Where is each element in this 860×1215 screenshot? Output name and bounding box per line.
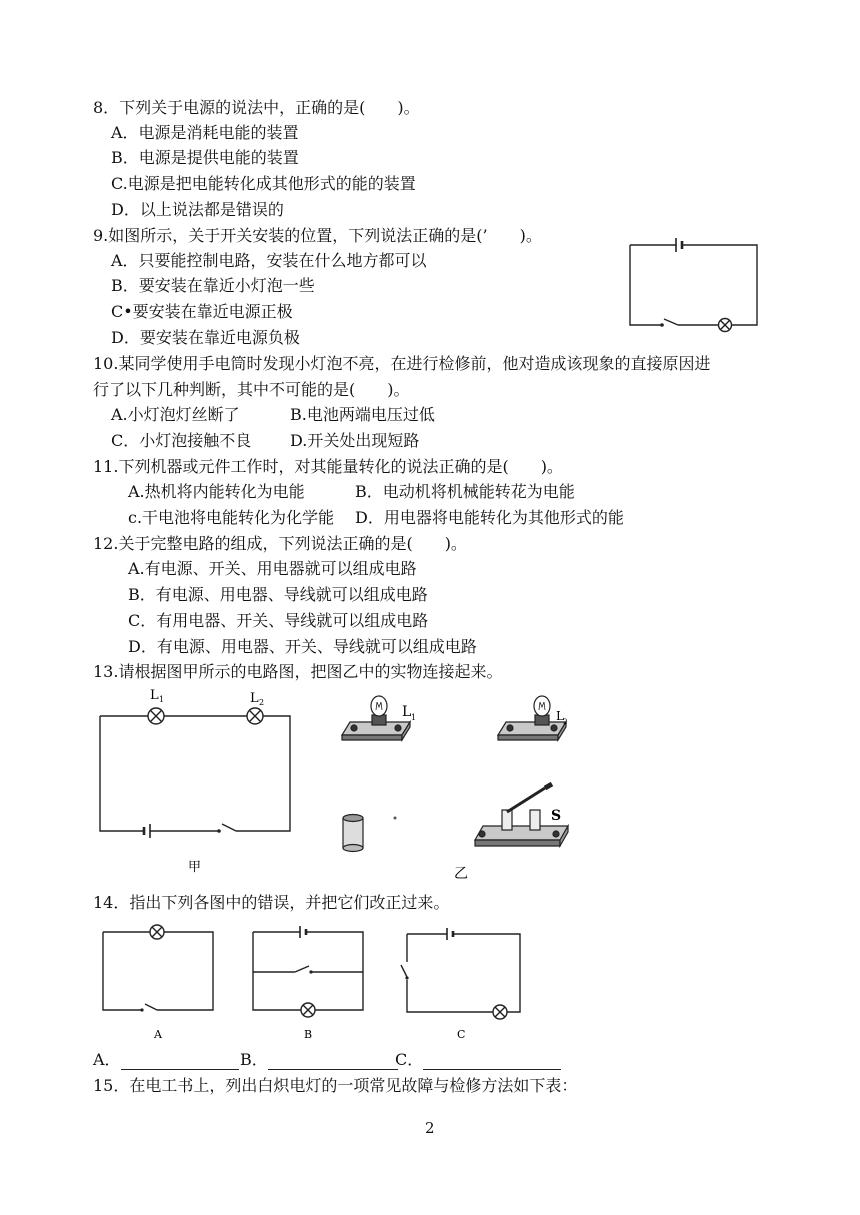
board-l1-subscript: 1 [411,713,417,722]
wire-left [100,716,144,831]
fig-c-label: C [457,1028,466,1041]
switch-blade [664,319,678,325]
wire-right [682,245,757,325]
page-number: 2 [425,1119,435,1137]
lamp-board-l1 [342,696,410,740]
switch-label: S [551,808,562,824]
switch-blade [295,966,309,972]
q10-stem-line2: 行了以下几种判断，其中不可能的是( )。 [93,380,410,399]
q14-circuit-b [245,922,375,1047]
q9-option-d: D．要安装在靠近电源负极 [111,328,300,347]
q11-option-b: B．电动机将机械能转花为电能 [355,482,575,501]
q9-option-c: C•要安装在靠近电源正极 [111,302,293,321]
q14-circuit-a [95,922,225,1047]
q10-option-a: A.小灯泡灯丝断了 [111,405,240,424]
q14-answer-c [395,1050,561,1070]
board-l2-label: L [556,709,564,723]
wire-left [630,245,662,325]
q12-stem: 12.关于完整电路的组成，下列说法正确的是( )。 [93,534,467,553]
q14-answer-a-blank[interactable] [121,1053,239,1070]
q10-option-c: C．小灯泡接触不良 [111,431,252,450]
q11-option-c: c.干电池将电能转化为化学能 [128,508,335,527]
fig-jia-label: 甲 [188,860,202,875]
q8-option-d: D．以上说法都是错误的 [111,200,284,219]
q14-answer-c-label: C． [395,1050,424,1069]
fig-a-label: A [154,1028,162,1041]
q14-answer-b [240,1050,398,1070]
q12-option-c: C．有用电器、开关、导线就可以组成电路 [128,611,429,630]
q9-circuit-diagram [620,230,770,340]
lamp-l1-label: L [150,688,159,703]
q13-components-yi [330,690,600,885]
q14-answer-b-label: B． [240,1050,268,1069]
board-l1-label: L [402,704,412,720]
q9-option-a: A．只要能控制电路，安装在什么地方都可以 [111,251,427,270]
q14-answer-a [93,1050,239,1070]
board-l2-subscript: 2 [563,718,568,726]
switch-pivot [660,323,664,327]
q8-option-a: A．电源是消耗电能的装置 [111,123,299,142]
q12-option-b: B．有电源、用电器、导线就可以组成电路 [128,585,428,604]
q15-stem: 15．在电工书上，列出白炽电灯的一项常见故障与检修方法如下表： [93,1076,578,1095]
q11-option-a: A.热机将内能转化为电能 [128,482,305,501]
q8-option-c: C.电源是把电能转化成其他形式的能的装置 [111,174,416,193]
q8-stem: 8．下列关于电源的说法中，正确的是( )。 [93,98,420,117]
lamp-l2-label: L [250,691,259,706]
q9-option-b: B．要安装在靠近小灯泡一些 [111,276,315,295]
wire-right [236,716,290,831]
q10-stem-line1: 10.某同学使用手电筒时发现小灯泡不亮，在进行检修前，他对造成该现象的直接原因进 [93,354,711,373]
q10-option-d: D.开关处出现短路 [290,431,420,450]
q11-stem: 11.下列机器或元件工作时，对其能量转化的说法正确的是( )。 [93,457,563,476]
q10-option-b: B.电池两端电压过低 [290,405,435,424]
switch-blade [222,824,236,831]
q14-circuit-c [395,922,525,1047]
fig-yi-label: 乙 [454,866,468,882]
q14-stem: 14．指出下列各图中的错误，并把它们改正过来。 [93,893,450,912]
switch-blade [145,1004,157,1010]
lamp-l2-subscript: 2 [259,698,265,707]
q12-option-d: D．有电源、用电器、开关、导线就可以组成电路 [128,637,477,656]
q12-option-a: A.有电源、开关、用电器就可以组成电路 [128,559,417,578]
q8-option-b: B．电源是提供电能的装置 [111,148,299,167]
fig-b-label: B [304,1028,313,1041]
lamp-l1-subscript: 1 [159,695,165,704]
q11-option-d: D．用电器将电能转化为其他形式的能 [355,508,624,527]
q14-answer-c-blank[interactable] [423,1053,561,1070]
q14-answer-a-label: A． [93,1050,121,1069]
q14-answer-b-blank[interactable] [268,1053,398,1070]
q13-circuit-jia [90,686,305,881]
q13-stem: 13.请根据图甲所示的电路图，把图乙中的实物连接起来。 [93,662,503,681]
switch-blade [401,965,407,977]
q9-stem: 9.如图所示，关于开关安装的位置，下列说法正确的是(’ )。 [93,226,542,245]
battery-cell-icon [343,815,363,852]
